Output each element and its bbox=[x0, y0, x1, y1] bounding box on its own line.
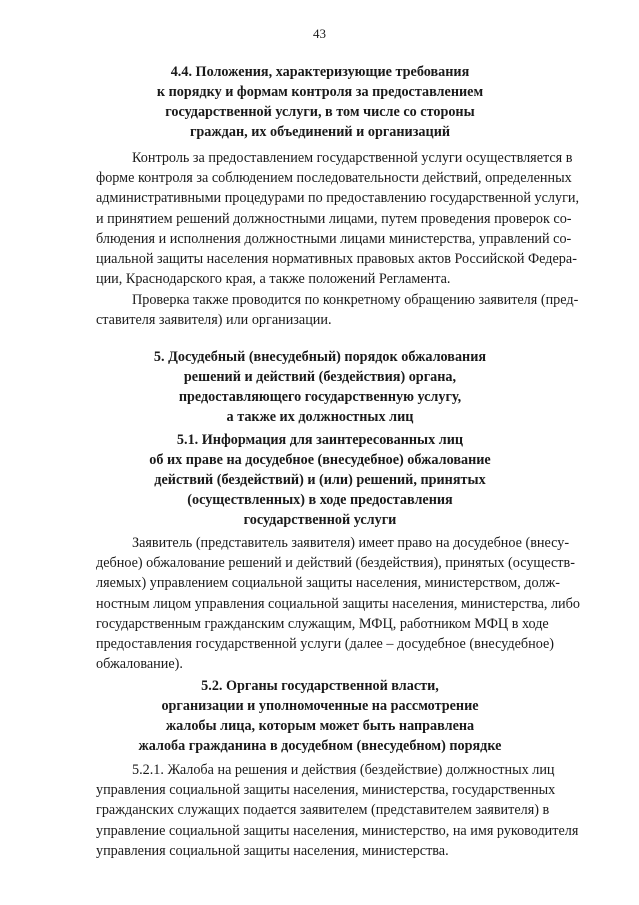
heading-line: (осуществленных) в ходе предоставления bbox=[187, 492, 453, 508]
heading-line: государственной услуги, в том числе со стороны bbox=[165, 104, 475, 120]
heading-line: действий (бездействий) и (или) решений, принятых bbox=[154, 472, 486, 488]
heading-line: к порядку и формам контроля за предоставлением bbox=[156, 84, 484, 100]
heading-line: организации и уполномоченные на рассмотрение bbox=[161, 698, 479, 714]
text-line: ставителя заявителя) или организации. bbox=[96, 312, 332, 329]
heading-line: 5. Досудебный (внесудебный) порядок обжалования bbox=[153, 349, 487, 365]
heading-line: 4.4. Положения, характеризующие требования bbox=[170, 64, 470, 80]
section-5-2-1-paragraph bbox=[96, 760, 579, 861]
section-5-2-heading bbox=[90, 676, 550, 756]
text-line: дебное) обжалование решений и действий (бездействия), принятых (осуществ- bbox=[96, 555, 575, 572]
heading-line: решений и действий (бездействия) органа, bbox=[183, 369, 457, 385]
text-line: ностным лицом управления социальной защиты населения, министерства, либо bbox=[96, 595, 580, 612]
text-line: управления социальной защиты населения, министерства. bbox=[96, 842, 449, 859]
text-line: государственным гражданским служащим, МФЦ, работником МФЦ в ходе bbox=[96, 615, 549, 632]
text-line: Заявитель (представитель заявителя) имеет право на досудебное (внесу- bbox=[132, 535, 570, 551]
section-5-1-heading bbox=[90, 430, 550, 530]
text-line: гражданских служащих подается заявителем (представителем заявителя) в bbox=[96, 802, 550, 819]
heading-line: 5.2. Органы государственной власти, bbox=[201, 678, 439, 694]
text-line: 5.2.1. Жалоба на решения и действия (бездействие) должностных лиц bbox=[132, 762, 555, 778]
text-line: обжалование). bbox=[96, 656, 183, 673]
heading-line: об их праве на досудебное (внесудебное) обжалование bbox=[149, 452, 491, 468]
text-line: циальной защиты населения нормативных правовых актов Российской Федера- bbox=[96, 251, 577, 268]
heading-line: 5.1. Информация для заинтересованных лиц bbox=[176, 432, 464, 448]
section-4-4-heading bbox=[90, 62, 550, 142]
section-5-1-paragraph bbox=[96, 533, 580, 674]
text-line: блюдения и исполнения должностными лицами министерства, управлений со- bbox=[96, 230, 572, 247]
text-line: ляемых) управлением социальной защиты населения, министерством, долж- bbox=[96, 575, 561, 592]
page-number: 43 bbox=[313, 26, 326, 41]
text-line: ции, Краснодарского края, а также положений Регламента. bbox=[96, 271, 451, 288]
heading-line: предоставляющего государственную услугу, bbox=[178, 389, 462, 405]
section-5-heading bbox=[90, 347, 550, 427]
text-line: форме контроля за соблюдением последовательности действий, определенных bbox=[96, 170, 572, 187]
text-line: Контроль за предоставлением государственной услуги осуществляется в bbox=[132, 150, 573, 166]
text-line: управление социальной защиты населения, министерство, на имя руководителя bbox=[96, 822, 579, 839]
heading-line: жалобы лица, которым может быть направлена bbox=[165, 718, 475, 734]
heading-line: а также их должностных лиц bbox=[226, 409, 414, 425]
section-4-4-paragraph-control bbox=[96, 148, 580, 289]
section-4-4-paragraph-inspection bbox=[96, 290, 579, 330]
heading-line: граждан, их объединений и организаций bbox=[189, 124, 451, 140]
text-line: управления социальной защиты населения, министерства, государственных bbox=[96, 782, 556, 799]
text-line: предоставления государственной услуги (далее – досудебное (внесудебное) bbox=[96, 636, 554, 653]
heading-line: государственной услуги bbox=[243, 512, 397, 528]
text-line: административными процедурами по предоставлению государственной услуги, bbox=[96, 190, 580, 207]
text-line: и принятием решений должностными лицами, путем проведения проверок со- bbox=[96, 210, 572, 227]
text-line: Проверка также проводится по конкретному обращению заявителя (пред- bbox=[132, 292, 579, 308]
heading-line: жалоба гражданина в досудебном (внесудебном) порядке bbox=[138, 738, 502, 754]
